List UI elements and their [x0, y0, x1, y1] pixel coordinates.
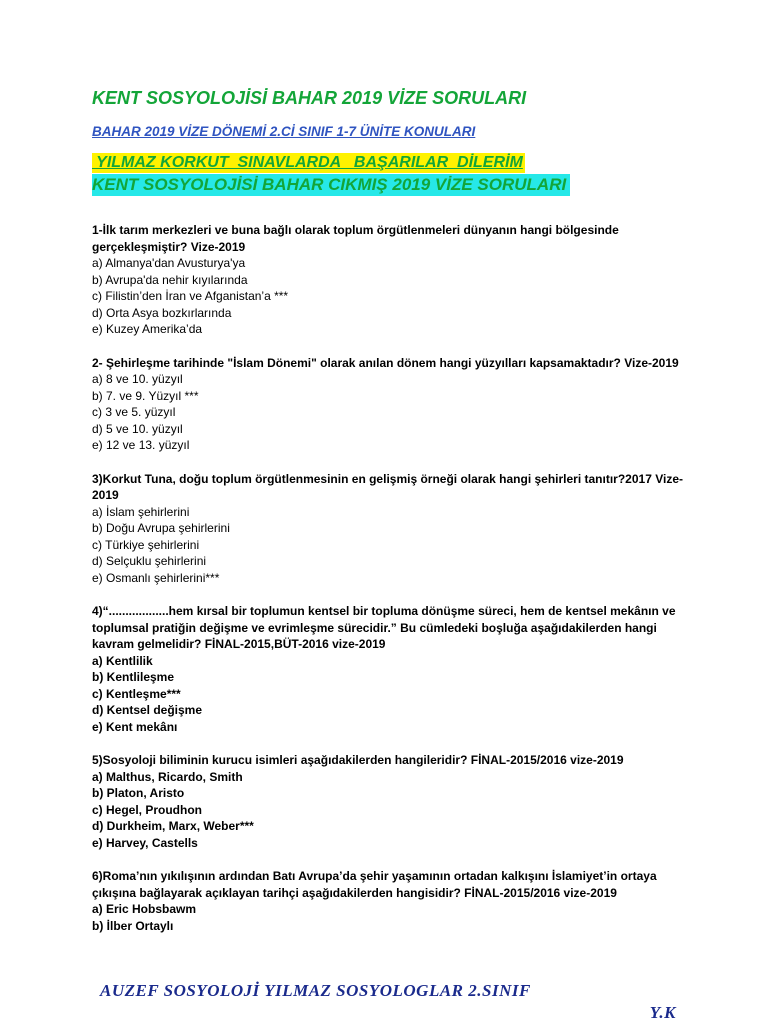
- question-3: [92, 471, 692, 587]
- document-subtitle: BAHAR 2019 VİZE DÖNEMİ 2.Cİ SINIF 1-7 ÜNİTE KONULARI: [92, 124, 476, 139]
- option-a: a) Malthus, Ricardo, Smith: [92, 769, 243, 784]
- footer-line-1: AUZEF SOSYOLOJİ YILMAZ SOSYOLOGLAR 2.SINIF: [100, 981, 531, 1000]
- option-c: c) Hegel, Proudhon: [92, 802, 203, 817]
- option-e: e) Harvey, Castells: [92, 835, 198, 850]
- option-a: a) Almanya'dan Avusturya'ya: [92, 256, 246, 270]
- question-2: [92, 355, 692, 454]
- document-title: KENT SOSYOLOJİSİ BAHAR 2019 VİZE SORULARI: [92, 88, 527, 108]
- page-footer: [100, 980, 676, 1024]
- option-e: e) Osmanlı şehirlerini***: [92, 570, 220, 585]
- footer-line-2: Y.K: [649, 1003, 676, 1022]
- question-4: [92, 603, 692, 735]
- question-text: 1-İlk tarım merkezleri ve buna bağlı olarak toplum örgütlenmeleri dünyanın hangi bölgesinde gerçekleşmiştir? Vize-2019: [92, 223, 619, 254]
- question-text: 3)Korkut Tuna, doğu toplum örgütlenmesinin en gelişmiş örneği olarak hangi şehirleri tanıtır?2017 Vize-2019: [92, 471, 683, 502]
- question-6: [92, 868, 692, 934]
- option-e: e) Kuzey Amerika’da: [92, 322, 203, 336]
- option-b: b) İlber Ortaylı: [92, 918, 174, 933]
- option-e: e) 12 ve 13. yüzyıl: [92, 438, 190, 452]
- option-d: d) Kentsel değişme: [92, 703, 203, 717]
- option-a: a) Kentlilik: [92, 653, 153, 668]
- question-text: 4)“..................hem kırsal bir toplumun kentsel bir topluma dönüşme süreci, hem de kentsel mekânın ve toplumsal pratiğin değişme ve evrimleşme sürecidir.” Bu cümledeki boşluğa aşağıdakilerden hangi kavram gelmelidir? FİNAL-2015,BÜT-2016 vize-2019: [92, 604, 676, 651]
- question-text: 6)Roma’nın yıkılışının ardından Batı Avrupa’da şehir yaşamının ortadan kalkışını İslamiyet’in ortaya çıkışına bağlayarak açıklayan tarihçi aşağıdakilerden hangisidir? FİNAL-2015/2016 vize-2019: [92, 869, 657, 900]
- section-title: KENT SOSYOLOJİSİ BAHAR CIKMIŞ 2019 VİZE SORULARI: [92, 174, 570, 196]
- option-d: d) 5 ve 10. yüzyıl: [92, 421, 183, 436]
- option-e: e) Kent mekânı: [92, 719, 178, 734]
- question-text: 5)Sosyoloji biliminin kurucu isimleri aşağıdakilerden hangileridir? FİNAL-2015/2016 vize-2019: [92, 753, 624, 767]
- option-d: d) Durkheim, Marx, Weber***: [92, 819, 254, 833]
- option-b: b) Platon, Aristo: [92, 786, 185, 800]
- option-a: a) Eric Hobsbawm: [92, 902, 197, 916]
- question-text: 2- Şehirleşme tarihinde "İslam Dönemi" olarak anılan dönem hangi yüzyılları kapsamaktadır? Vize-2019: [92, 355, 679, 370]
- option-c: c) Filistin’den İran ve Afganistan’a ***: [92, 289, 289, 303]
- wish-banner: YILMAZ KORKUT SINAVLARDA BAŞARILAR DİLERİM: [92, 154, 523, 171]
- option-b: b) Kentlileşme: [92, 670, 175, 684]
- option-c: c) Türkiye şehirlerini: [92, 537, 200, 552]
- question-list: [92, 222, 692, 951]
- question-1: [92, 222, 692, 338]
- option-b: b) Doğu Avrupa şehirlerini: [92, 521, 230, 535]
- option-a: a) 8 ve 10. yüzyıl: [92, 372, 183, 386]
- option-d: d) Orta Asya bozkırlarında: [92, 305, 232, 320]
- question-5: [92, 752, 692, 851]
- option-a: a) İslam şehirlerini: [92, 504, 190, 519]
- option-d: d) Selçuklu şehirlerini: [92, 554, 207, 568]
- option-c: c) 3 ve 5. yüzyıl: [92, 405, 176, 419]
- option-c: c) Kentleşme***: [92, 686, 181, 701]
- option-b: b) 7. ve 9. Yüzyıl ***: [92, 388, 199, 403]
- option-b: b) Avrupa'da nehir kıyılarında: [92, 272, 248, 287]
